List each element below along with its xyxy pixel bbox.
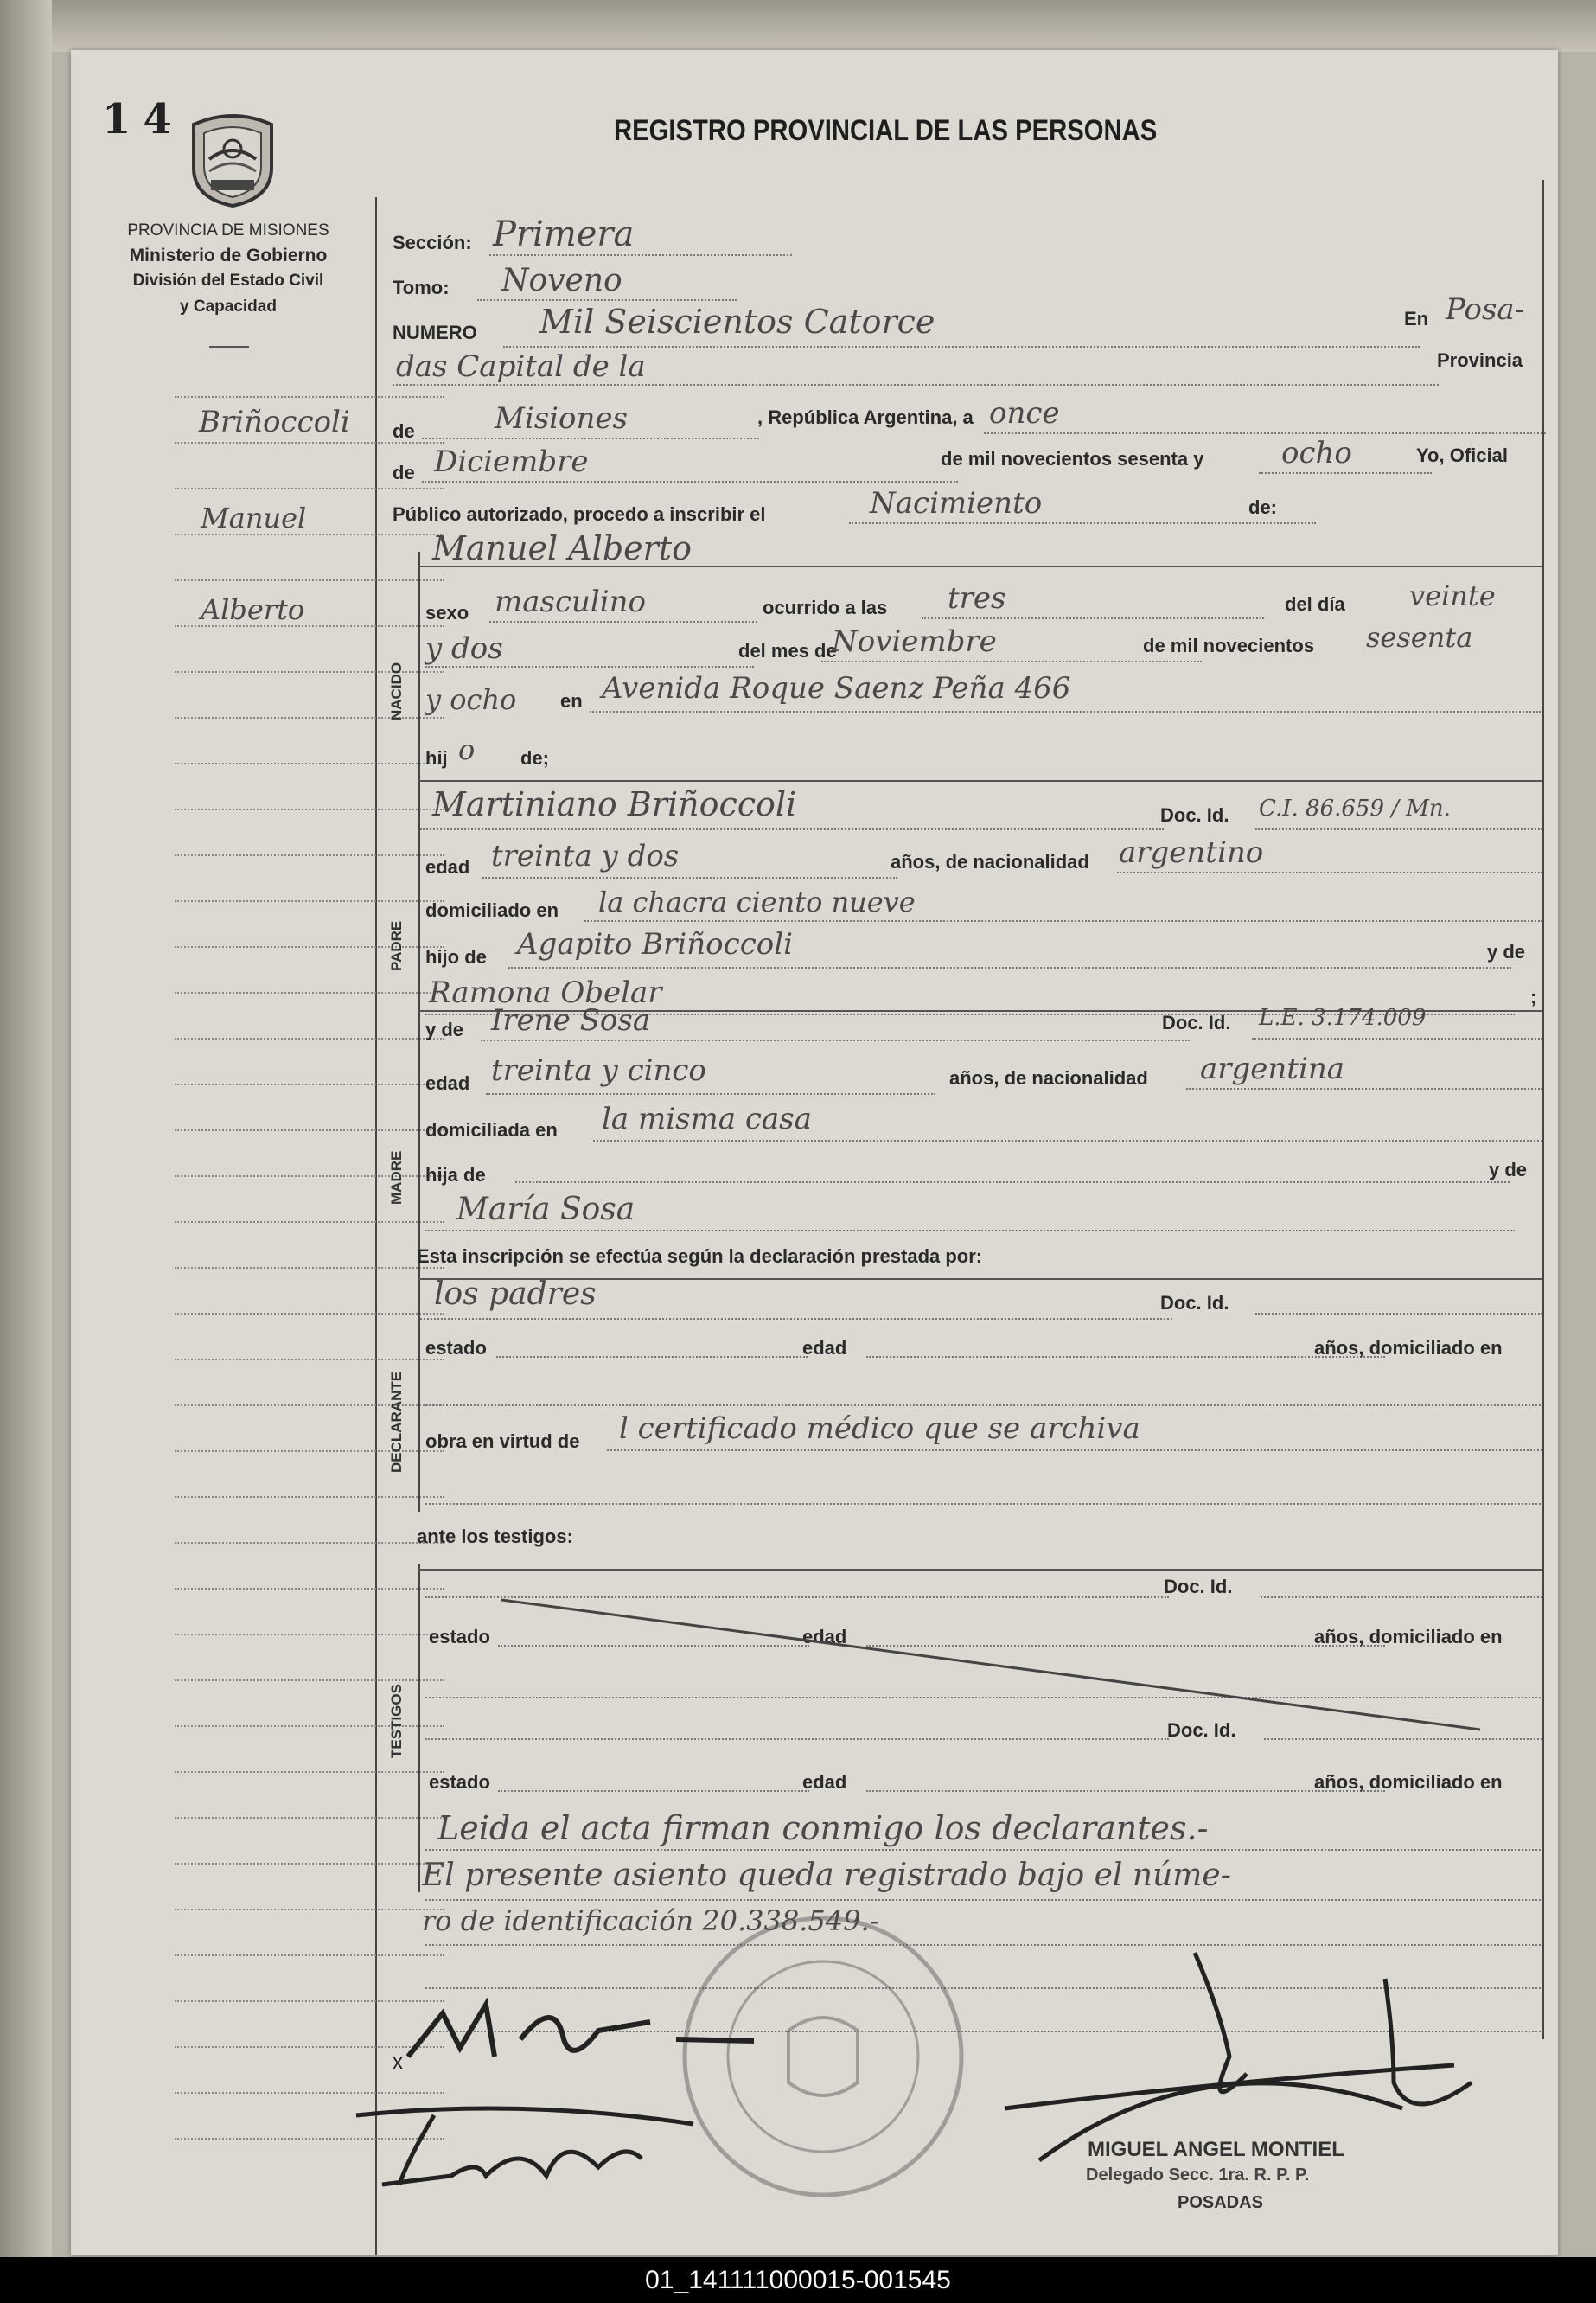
value-city-b: das Capital de la: [396, 349, 646, 384]
value-hora: tres: [948, 581, 1006, 616]
value-numero: Mil Seiscientos Catorce: [539, 303, 935, 341]
registry-page: [71, 50, 1558, 2255]
label-declarante-estado: estado: [425, 1337, 487, 1359]
side-label-madre: MADRE: [388, 1150, 405, 1205]
side-label-padre: PADRE: [388, 920, 405, 971]
label-del-mes: del mes de: [738, 640, 837, 662]
label-semicolon: ;: [1530, 986, 1537, 1008]
label-testigo2-doc: Doc. Id.: [1167, 1719, 1236, 1741]
label-hij: hij: [425, 747, 448, 769]
label-republica: , República Argentina, a: [757, 406, 974, 428]
label-de-2: de: [393, 462, 415, 483]
label-padre-edad: edad: [425, 856, 470, 878]
label-de-mil: de mil novecientos sesenta y: [941, 448, 1204, 470]
label-madre-dom: domiciliada en: [425, 1119, 558, 1141]
folio-number: 14: [102, 95, 184, 144]
closing-line-1: Leida el acta firman conmigo los declarantes.-: [437, 1809, 1209, 1847]
label-seccion: Sección:: [393, 232, 472, 253]
label-declarante-doc: Doc. Id.: [1160, 1292, 1229, 1314]
label-madre-y-de: y de: [425, 1019, 464, 1040]
value-padre-hijo-de-b: Ramona Obelar: [429, 976, 662, 1010]
label-testigo1-anos: años, domiciliado en: [1314, 1626, 1503, 1647]
file-id-bar: 01_141111000015-001545: [0, 2257, 1596, 2303]
value-declarante: los padres: [434, 1276, 597, 1312]
value-anio-nac-a: sesenta: [1366, 621, 1473, 654]
value-anio-nac-b: y ocho: [425, 683, 517, 716]
label-madre-anos: años, de nacionalidad: [949, 1067, 1148, 1089]
label-tomo: Tomo:: [393, 277, 450, 298]
label-padre-dom: domiciliado en: [425, 899, 559, 921]
issuer-line-4: y Capacidad: [180, 297, 277, 316]
issuer-line-1: PROVINCIA DE MISIONES: [127, 221, 329, 240]
label-testigo1-edad: edad: [802, 1626, 847, 1647]
label-obra: obra en virtud de: [425, 1430, 580, 1452]
label-en-lugar: en: [560, 690, 583, 712]
label-declarante-edad: edad: [802, 1337, 847, 1359]
margin-second-name: Alberto: [201, 593, 305, 626]
issuer-line-3: División del Estado Civil: [132, 272, 324, 290]
value-dia-nac-b: y dos: [425, 631, 503, 666]
value-madre-nac: argentina: [1200, 1052, 1345, 1086]
label-de-colon: de:: [1248, 496, 1277, 518]
value-acto: Nacimiento: [870, 486, 1043, 521]
value-padre-hijo-de-a: Agapito Briñoccoli: [517, 927, 793, 962]
label-y-de-1: y de: [1487, 941, 1526, 963]
label-provincia: Provincia: [1437, 349, 1523, 371]
value-madre-nombre: Irene Sosa: [491, 1003, 651, 1038]
value-provincia: Misiones: [495, 401, 628, 436]
label-numero: NUMERO: [393, 322, 477, 343]
margin-first-name: Manuel: [201, 502, 307, 534]
label-hijo-de: hijo de: [425, 946, 487, 968]
value-padre-doc: C.I. 86.659 / Mn.: [1259, 796, 1451, 822]
value-nombre-nacido: Manuel Alberto: [432, 529, 692, 567]
label-padre-doc: Doc. Id.: [1160, 804, 1229, 826]
value-seccion: Primera: [493, 214, 635, 254]
label-del-dia: del día: [1285, 593, 1345, 615]
value-madre-hija-de-b: María Sosa: [456, 1192, 635, 1227]
issuer-line-2: Ministerio de Gobierno: [129, 246, 328, 265]
label-declaracion: Esta inscripción se efectúa según la declaración prestada por:: [417, 1245, 983, 1267]
value-dia: once: [989, 396, 1060, 431]
svg-text:x: x: [393, 2050, 403, 2074]
label-y-de-2: y de: [1489, 1159, 1528, 1180]
value-padre-edad: treinta y dos: [491, 839, 680, 873]
value-city-a: Posa-: [1446, 292, 1525, 327]
value-madre-edad: treinta y cinco: [491, 1053, 706, 1088]
label-testigo2-anos: años, domiciliado en: [1314, 1771, 1503, 1793]
label-declarante-anos: años, domiciliado en: [1314, 1337, 1503, 1359]
label-testigo1-doc: Doc. Id.: [1164, 1576, 1233, 1597]
value-hij-letter: o: [458, 733, 476, 766]
label-yo-oficial: Yo, Oficial: [1416, 445, 1508, 466]
side-label-testigos: TESTIGOS: [388, 1684, 405, 1758]
value-dia-nac-a: veinte: [1409, 579, 1496, 612]
value-tomo: Noveno: [501, 263, 622, 298]
official-name: MIGUEL ANGEL MONTIEL: [1088, 2138, 1344, 2161]
document-title: REGISTRO PROVINCIAL DE LAS PERSONAS: [614, 114, 1158, 147]
value-madre-doc: L.E. 3.174.009: [1259, 1005, 1427, 1031]
background-top: [0, 0, 1596, 52]
closing-line-3: ro de identificación 20.338.549.-: [422, 1904, 879, 1937]
label-de-semicolon: de;: [520, 747, 549, 769]
label-testigos: ante los testigos:: [417, 1526, 573, 1547]
label-padre-anos: años, de nacionalidad: [891, 851, 1089, 873]
value-lugar: Avenida Roque Saenz Peña 466: [602, 671, 1071, 706]
value-padre-dom: la chacra ciento nueve: [598, 886, 916, 918]
label-testigo1-estado: estado: [429, 1626, 490, 1647]
official-title: Delegado Secc. 1ra. R. P. P.: [1086, 2165, 1310, 2185]
label-madre-doc: Doc. Id.: [1162, 1012, 1231, 1033]
margin-surname: Briñoccoli: [199, 405, 350, 439]
closing-line-2: El presente asiento queda registrado bajo el núme-: [422, 1858, 1231, 1893]
value-mes-nac: Noviembre: [832, 624, 997, 659]
label-en: En: [1404, 308, 1429, 329]
declarant-signature-2: [348, 2063, 832, 2193]
value-obra: l certificado médico que se archiva: [619, 1411, 1140, 1446]
label-testigo2-estado: estado: [429, 1771, 490, 1793]
label-hija-de: hija de: [425, 1164, 486, 1186]
side-label-nacido: NACIDO: [388, 662, 405, 720]
value-padre-nac: argentino: [1119, 835, 1264, 870]
label-de-mil-nov: de mil novecientos: [1143, 635, 1315, 656]
label-publico: Público autorizado, procedo a inscribir el: [393, 503, 766, 525]
value-padre-nombre: Martiniano Briñoccoli: [432, 785, 797, 823]
background-left: [0, 0, 52, 2257]
value-mes: Diciembre: [434, 445, 589, 479]
label-testigo2-edad: edad: [802, 1771, 847, 1793]
value-sexo: masculino: [495, 585, 647, 619]
label-de-1: de: [393, 420, 415, 442]
side-label-declarante: DECLARANTE: [388, 1371, 405, 1473]
label-ocurrido: ocurrido a las: [763, 597, 888, 618]
value-anio: ocho: [1281, 436, 1352, 470]
official-location: POSADAS: [1178, 2193, 1263, 2212]
label-madre-edad: edad: [425, 1072, 470, 1094]
label-sexo: sexo: [425, 602, 469, 624]
value-madre-dom: la misma casa: [602, 1102, 812, 1136]
